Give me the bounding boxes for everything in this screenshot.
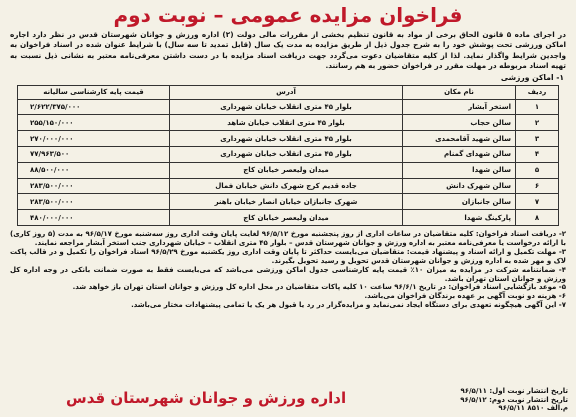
row-number: ۴ [516, 147, 559, 163]
venue-name: سالن شهدا [403, 162, 516, 178]
venue-price: ۲/۶۲۲/۳۷۵/۰۰۰ [18, 99, 170, 115]
venue-address: بلوار ۴۵ متری انقلاب خیابان شهرداری [170, 99, 403, 115]
venue-price: ۸۸/۵۰۰/۰۰۰ [18, 162, 170, 178]
venue-price: ۲۵۵/۱۵۰/۰۰۰ [18, 115, 170, 131]
condition-item: ۲- دریافت اسناد فراخوان: کلیه متقاضیان در ساعات اداری از روز پنجشنبه مورخ ۹۶/۵/۱۲ لغایت پایان وقت اداری روز سه‌شنبه مورخ ۹۶/۵/۱۷ به مدت (۵ روز کاری) با ارائه درخواست یا معرفی‌نامه معتبر به اداره ورزش و جوانان شهرستان قدس – بلوار ۴۵ متری انقلاب – خیابان شهرداری جنب استخر آبشار مراجعه نمایند. [10, 230, 567, 247]
row-number: ۸ [516, 210, 559, 226]
table-header-row [18, 85, 559, 99]
venue-name: سالن جانبازان [403, 194, 516, 210]
row-number: ۲ [516, 115, 559, 131]
table-row [18, 210, 559, 226]
condition-item: ۵- موعد بازگشایی اسناد فراخوان: در تاریخ ۹۶/۶/۱ ساعت ۱۰ کلیه پاکات متقاضیان در محل اداره کل ورزش و جوانان استان تهران باز خواهد شد. [72, 283, 566, 292]
table-row [18, 178, 559, 194]
venue-price: ۷۷/۹۶۳/۵۰۰ [18, 147, 170, 163]
venue-price: ۴۸۰/۰۰۰/۰۰۰ [18, 210, 170, 226]
table-row [18, 99, 559, 115]
table-row [18, 131, 559, 147]
header-venue-name: نام مکان [403, 85, 516, 99]
venues-table [17, 85, 559, 226]
row-number: ۶ [516, 178, 559, 194]
header-address: آدرس [170, 85, 403, 99]
condition-item: ۳- مهلت تکمیل و ارائه اسناد و پیشنهاد قیمت: متقاضیان می‌بایست حداکثر تا پایان وقت اداری روز یکشنبه مورخ ۹۶/۵/۲۹ اسناد فراخوان را تکمیل و در قالب پاکت لاک و مهر شده به اداره ورزش و جوانان شهرستان قدس تحویل و رسید تحویل بگیرند. [10, 247, 567, 265]
row-number: ۱ [516, 99, 559, 115]
reference-number: م.الف ۸۵۱۰ ۹۶/۵/۱۱ [498, 404, 568, 413]
venue-name: سالن شهرک دانش [403, 178, 516, 194]
page-title: فراخوان مزایده عمومی – نوبت دوم [113, 3, 463, 27]
condition-item: ۶- هزینه دو نوبت آگهی بر عهده برندگان فراخوان می‌باشد. [364, 292, 566, 301]
organization-name: اداره ورزش و جوانان شهرستان قدس [66, 389, 347, 407]
condition-item: ۷- این آگهی هیچگونه تعهدی برای دستگاه ایجاد نمی‌نماید و مزایده‌گزار در رد یا قبول هر یک یا تمامی پیشنهادات مختار می‌باشد. [131, 301, 566, 310]
venue-name: استخر آبشار [403, 99, 516, 115]
venue-address: جاده قدیم کرج شهرک دانش خیابان فمال [170, 178, 403, 194]
row-number: ۵ [516, 162, 559, 178]
venue-price: ۲۸۳/۵۰۰/۰۰۰ [18, 194, 170, 210]
condition-item: ۴- ضمانتنامه شرکت در مزایده به میزان ۱۰٪ قیمت پایه کارشناسی جدول اماکن ورزشی می‌باشد که می‌بایست فقط به صورت ضمانت بانکی در وجه اداره کل ورزش و جوانان استان تهران باشد. [10, 265, 566, 283]
row-number: ۳ [516, 131, 559, 147]
section-label: ۱- اماکن ورزشی [500, 72, 564, 82]
first-publication-date: تاریخ انتشار نوبت اول: ۹۶/۵/۱۱ [460, 387, 568, 396]
venue-address: بلوار ۴۵ متری انقلاب خیابان شاهد [170, 115, 403, 131]
table-row [18, 162, 559, 178]
venue-name: پارکینگ شهدا [403, 210, 516, 226]
venue-address: بلوار ۴۵ متری انقلاب خیابان شهرداری [170, 131, 403, 147]
header-row-number: ردیف [516, 85, 559, 99]
venue-name: سالن حجاب [403, 115, 516, 131]
venue-address: میدان ولیعصر خیابان کاج [170, 210, 403, 226]
table-row [18, 115, 559, 131]
venue-price: ۲۸۳/۵۰۰/۰۰۰ [18, 178, 170, 194]
header-base-price: قیمت پایه کارشناسی سالیانه [18, 85, 170, 99]
intro-paragraph: در اجرای ماده ۵ قانون الحاق برخی از مواد به قانون تنظیم بخشی از مقررات مالی دولت (۲) اداره ورزش و جوانان شهرستان قدس در نظر دارد اجاره اماکن ورزشی تحت پوشش خود را به شرح جدول ذیل از طریق مزایده به مدت یک سال (قابل تمدید تا سه سال) با شرایط عنوان شده در اسناد فراخوان به واجدین شرایط واگذار نماید. لذا از کلیه متقاضیان دعوت می‌گردد جهت دریافت اسناد مزایده با در دست داشتن معرفی‌نامه معتبر به نشانی ذیل نسبت به تهیه اسناد مربوطه در مهلت مقرر در فراخوان حضور به هم رسانند. [10, 30, 566, 71]
venue-address: شهرک جانبازان خیابان انصار خیابان باهنر [170, 194, 403, 210]
venue-price: ۲۷۰/۰۰۰/۰۰۰ [18, 131, 170, 147]
venue-name: سالن شهید آقامحمدی [403, 131, 516, 147]
conditions-list [10, 230, 566, 310]
second-publication-date: تاریخ انتشار نوبت دوم: ۹۶/۵/۱۲ [460, 395, 568, 404]
venue-address: میدان ولیعصر خیابان کاج [170, 162, 403, 178]
publication-dates [460, 387, 568, 413]
table-row [18, 194, 559, 210]
venue-address: بلوار ۴۵ متری انقلاب خیابان شهرداری [170, 147, 403, 163]
table-row [18, 147, 559, 163]
venue-name: سالن شهدای گمنام [403, 147, 516, 163]
footer [8, 373, 568, 413]
row-number: ۷ [516, 194, 559, 210]
advertisement-page [0, 2, 576, 417]
